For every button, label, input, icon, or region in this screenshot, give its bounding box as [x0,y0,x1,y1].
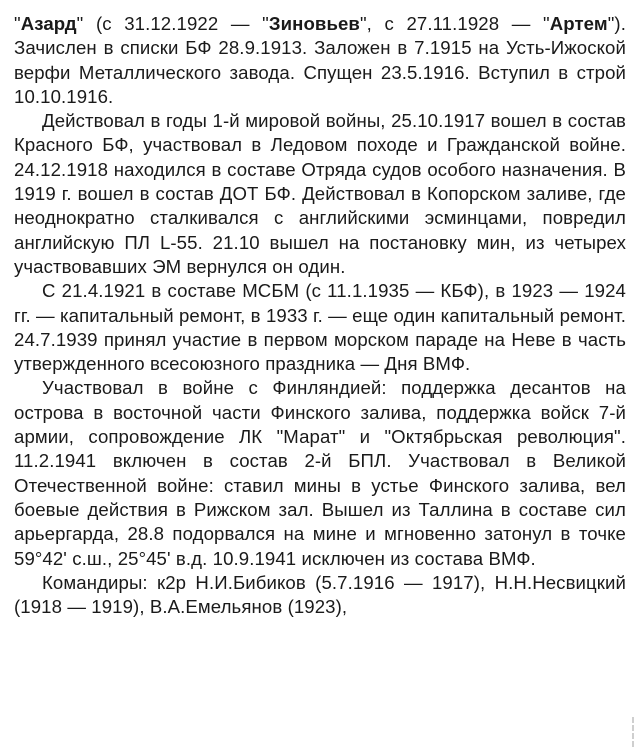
ship-name-artem: Артем [549,13,608,34]
paragraph-text: " (с 31.12.1922 — " [76,13,269,34]
quote-mark: " [14,13,21,34]
paragraph-text: "). Зачислен в списки БФ 28.9.1913. Заложен в 7.1915 на Усть-Ижоской верфи Металлического завода. Спущен 23.5.1916. Вступил в строй 10.10.1916. [14,13,626,107]
paragraph-interwar-service: С 21.4.1921 в составе МСБМ (с 11.1.1935 — КБФ), в 1923 — 1924 гг. — капитальный ремонт, в 1933 г. — еще один капитальный ремонт. 24.7.1939 принял участие в первом морском параде на Неве в часть утвержденного всесоюзного праздника — Дня ВМФ. [14,280,626,375]
paragraph-text: ", с 27.11.1928 — " [359,13,550,34]
ship-name-azard: Азард [20,13,77,34]
paragraph-ship-names [14,12,626,109]
paragraph-ww1-service: Действовал в годы 1-й мировой войны, 25.10.1917 вошел в состав Красного БФ, участвовал в Ледовом походе и Гражданской войне. 24.12.1918 находился в составе Отряда судов особого назначения. В 1919 г. вошел в состав ДОТ БФ. Действовал в Копорском заливе, где неоднократно сталкивался с английскими эсминцами, повредил английскую ПЛ L-55. 21.10 вышел на постановку мин, из четырех участвовавших ЭМ вернулся он один. [14,110,626,277]
paragraph-ww2-service: Участвовал в войне с Финляндией: поддержка десантов на острова в восточной части Финского залива, поддержка войск 7-й армии, сопровождение ЛК "Марат" и "Октябрьская революция". 11.2.1941 включен в состав 2-й БПЛ. Участвовал в Великой Отечественной войне: ставил мины в устье Финского залива, вел боевые действия в Рижском зал. Вышел из Таллина в составе сил арьергарда, 28.8 подорвался на мине и мгновенно затонул в точке 59°42' с.ш., 25°45' в.д. 10.9.1941 исключен из состава ВМФ. [14,377,626,569]
paragraph-commanders: Командиры: к2р Н.И.Бибиков (5.7.1916 — 1917), Н.Н.Несвицкий (1918 — 1919), В.А.Емельянов (1923), [14,571,626,618]
ship-name-zinoviev: Зиновьев [268,13,360,34]
scan-edge-mark [632,717,638,747]
